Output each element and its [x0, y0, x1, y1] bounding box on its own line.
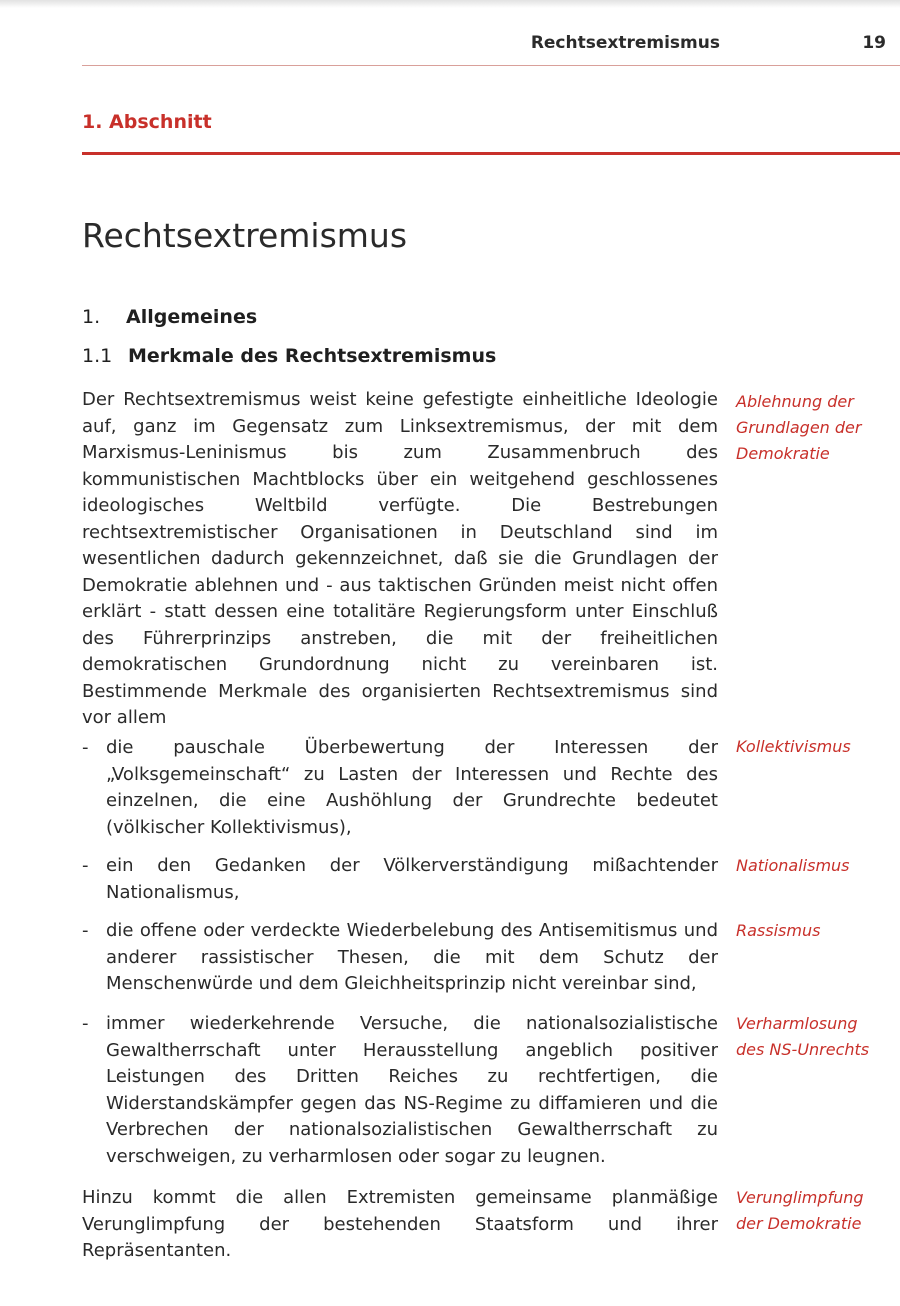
- margin-note-nationalismus: [736, 853, 896, 879]
- heading-allgemeines: [82, 306, 257, 328]
- margin-note-line: Demokratie: [736, 444, 830, 463]
- margin-note-kollektivismus: [736, 734, 896, 760]
- closing-paragraph: Hinzu kommt die allen Extremisten gemeinsame planmäßige Verunglimpfung der bestehenden Staatsform und ihrer Repräsentanten.: [82, 1187, 718, 1261]
- heading-merkmale: [82, 345, 496, 367]
- intro-paragraph: Der Rechtsextremismus weist keine gefestigte einheitliche Ideologie auf, ganz im Gegensatz zum Linksextremismus, der mit dem Marxismus-Leninismus bis zum Zusammenbruch des kommunistischen Machtblocks über ein weitgehend geschlossenes ideologisches Weltbild verfügte. Die Bestrebungen rechtsextremistischer Organisationen in Deutschland sind im wesentlichen dadurch gekennzeichnet, daß sie die Grundlagen der Demokratie ablehnen und - aus taktischen Gründen meist nicht offen erklärt - statt dessen eine totalitäre Regierungsform unter Einschluß des Führerprinzips anstreben, die mit der freiheitlichen demokratischen Grundordnung nicht zu vereinbaren ist. Bestimmende Merkmale des organisierten Rechtsextremismus sind vor allem: [82, 389, 718, 728]
- margin-note-line: des NS-Unrechts: [736, 1040, 870, 1059]
- section-divider: [82, 152, 900, 155]
- chapter-title: Rechtsextremismus: [82, 216, 408, 255]
- list-item: [82, 918, 718, 998]
- margin-note-line: Nationalismus: [736, 856, 850, 875]
- list-item: [82, 735, 718, 841]
- margin-note-line: Verunglimpfung: [736, 1188, 864, 1207]
- list-item-text: ein den Gedanken der Völkerverständigung mißachtender Nationalismus,: [106, 855, 718, 903]
- margin-note-line: Grundlagen der: [736, 418, 862, 437]
- header-divider: [82, 65, 900, 66]
- list-item: [82, 853, 718, 906]
- heading-text: Allgemeines: [126, 306, 258, 328]
- margin-note-line: der Demokratie: [736, 1214, 862, 1233]
- heading-number: 1.: [82, 306, 101, 328]
- margin-note-verunglimpfung: [736, 1185, 896, 1237]
- margin-note-line: Rassismus: [736, 921, 821, 940]
- list-item-text: die pauschale Überbewertung der Interessen der „Volksgemeinschaft“ zu Lasten der Interessen und Rechte des einzelnen, die eine Aushöhlung der Grundrechte bedeutet (völkischer Kollektivismus),: [106, 737, 718, 838]
- list-item: [82, 1011, 718, 1170]
- heading-text: Merkmale des Rechtsextremismus: [128, 345, 497, 367]
- section-label: 1. Abschnitt: [82, 111, 212, 133]
- list-item-text: die offene oder verdeckte Wiederbelebung des Antisemitismus und anderer rassistischer Thesen, die mit dem Schutz der Menschenwürde und dem Gleichheitsprinzip nicht vereinbar sind,: [106, 920, 718, 994]
- list-dash: -: [82, 855, 89, 876]
- running-title: Rechtsextremismus: [530, 33, 720, 53]
- heading-number: 1.1: [82, 345, 113, 367]
- list-dash: -: [82, 737, 89, 758]
- margin-note-verharmlosung: [736, 1011, 896, 1063]
- page-number: 19: [862, 33, 886, 53]
- margin-note-line: Ablehnung der: [736, 392, 854, 411]
- page-top-shade: [0, 0, 900, 8]
- list-item-text: immer wiederkehrende Versuche, die nationalsozialistische Gewaltherrschaft unter Herausstellung angeblich positiver Leistungen des Dritten Reiches zu rechtfertigen, die Widerstandskämpfer gegen das NS-Regime zu diffamieren und die Verbrechen der nationalsozialistischen Gewaltherrschaft zu verschweigen, zu verharmlosen oder sogar zu leugnen.: [106, 1013, 718, 1167]
- list-dash: -: [82, 1013, 89, 1034]
- margin-note-rassismus: [736, 918, 896, 944]
- margin-note-line: Kollektivismus: [736, 737, 851, 756]
- list-dash: -: [82, 920, 89, 941]
- margin-note-line: Verharmlosung: [736, 1014, 858, 1033]
- margin-note-ablehnung: [736, 389, 896, 467]
